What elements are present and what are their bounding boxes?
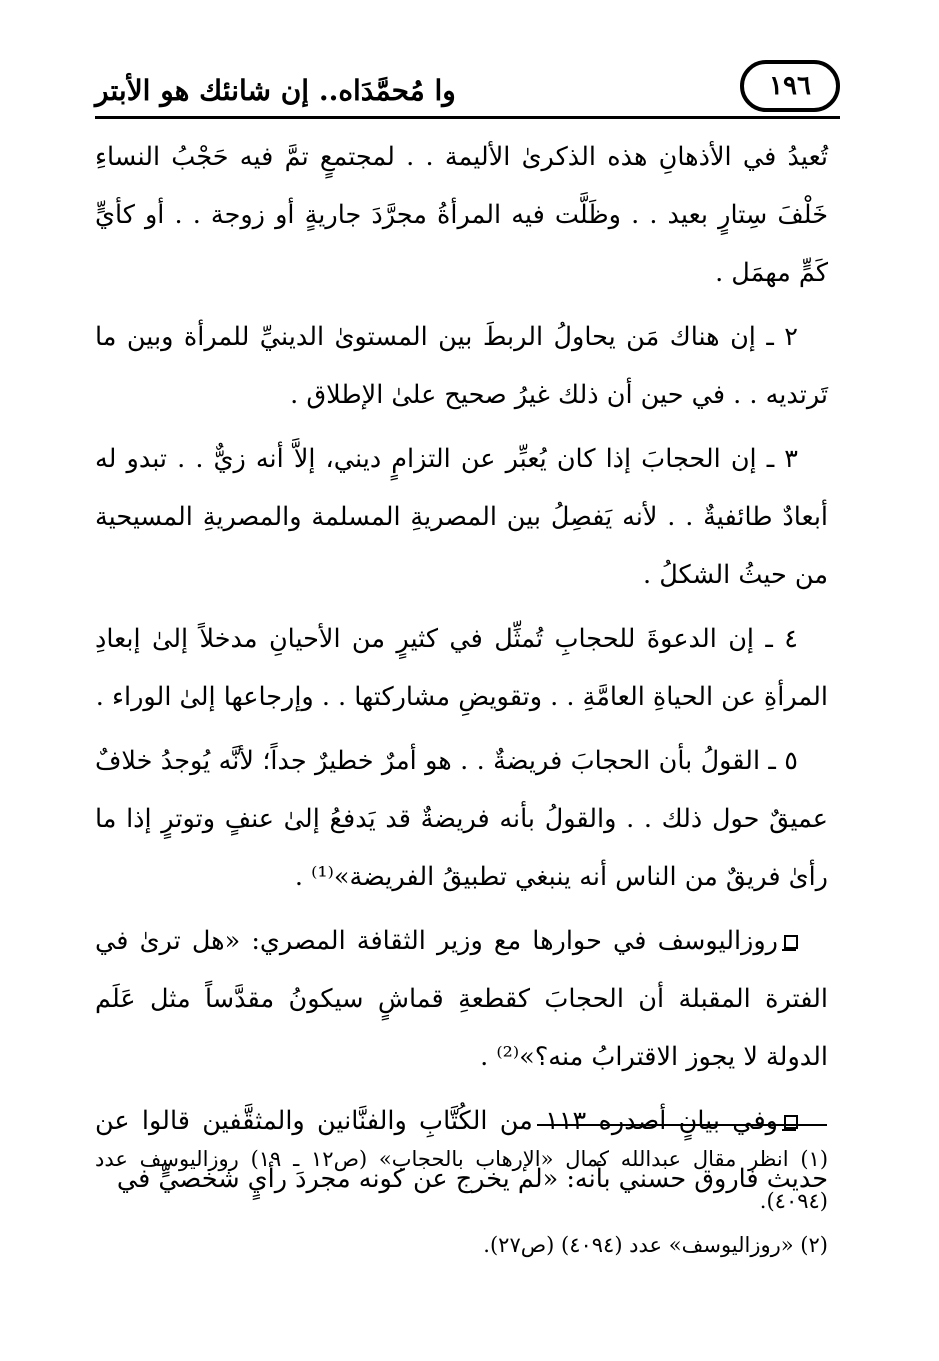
bullet-text: وفي بيانٍ أصدره ١١٣ من الكُتَّابِ والفنَّانين والمثقَّفين قالوا عن حديث فاروق حسني بأنه: «لم يخرج عن كونه مجردَ رأيٍ شخصيٍّ في xyxy=(95,1106,828,1194)
paragraph-continuation: تُعيدُ في الأذهانِ هذه الذكرىٰ الأليمة . . لمجتمعٍ تمَّ فيه حَجْبُ النساءِ خَلْفَ سِتارٍ بعيد . . وظَلَّت فيه المرأةُ مجرَّدَ جاريةٍ أو زوجة . . أو كأيٍّ كَمٍّ مهمَل . xyxy=(95,142,828,288)
bullet-text: روزاليوسف في حوارها مع وزير الثقافة المصري: «هل ترىٰ في الفترة المقبلة أن الحجابَ كقطعةِ قماشٍ سيكونُ مقدَّساً مثل عَلَم الدولة لا يجوز الاقترابُ منه؟»⁽²⁾ . xyxy=(95,926,828,1072)
numbered-point-4: ٤ ـ إن الدعوةَ للحجابِ تُمثِّل في كثيرٍ من الأحيانِ مدخلاً إلىٰ إبعادِ المرأةِ عن الحياةِ العامَّةِ . . وتقويضِ مشاركتها . . وإرجاعها إلىٰ الوراء . xyxy=(95,624,828,712)
bullet-paragraph xyxy=(95,912,828,1086)
footnote-1: (١) انظر مقال عبدالله كمال «الإرهاب بالحجاب» (ص١٢ ـ ١٩) روزاليوسف عدد (٤٠٩٤). xyxy=(95,1147,829,1213)
header-divider xyxy=(95,116,840,119)
numbered-point-2: ٢ ـ إن هناك مَن يحاولُ الربطَ بين المستوىٰ الدينيِّ للمرأة وبين ما تَرتديه . . في حين أن ذلك غيرُ صحيح علىٰ الإطلاق . xyxy=(95,322,828,410)
footnotes xyxy=(95,1138,828,1266)
numbered-point-3: ٣ ـ إن الحجابَ إذا كان يُعبِّر عن التزامٍ ديني، إلاَّ أنه زيٌّ . . تبدو له أبعادٌ طائفيةٌ . . لأنه يَفصِلُ بين المصريةِ المسلمة والمصريةِ المسيحية من حيثُ الشكلُ . xyxy=(95,444,828,590)
page-header xyxy=(95,60,840,122)
page-body xyxy=(95,128,828,1214)
footnote-2: (٢) «روزاليوسف» عدد (٤٠٩٤) (ص٢٧). xyxy=(483,1233,828,1257)
square-bullet-icon xyxy=(784,1115,798,1129)
numbered-point-5: ٥ ـ القولُ بأن الحجابَ فريضةٌ . . هو أمرٌ خطيرٌ جداً؛ لأنَّه يُوجدُ خلافٌ عميقٌ حول ذلك . . والقولُ بأنه فريضةٌ قد يَدفعُ إلىٰ عنفٍ وتوترٍ إذا ما رأىٰ فريقٌ من الناس أنه ينبغي تطبيقُ الفريضة»⁽¹⁾ . xyxy=(95,746,828,892)
footnote-divider xyxy=(537,1124,827,1126)
page-number-badge: ١٩٦ xyxy=(740,60,840,112)
running-title: وا مُحمَّدَاه.. إن شانئك هو الأبتر xyxy=(95,74,456,107)
square-bullet-icon xyxy=(784,935,798,949)
